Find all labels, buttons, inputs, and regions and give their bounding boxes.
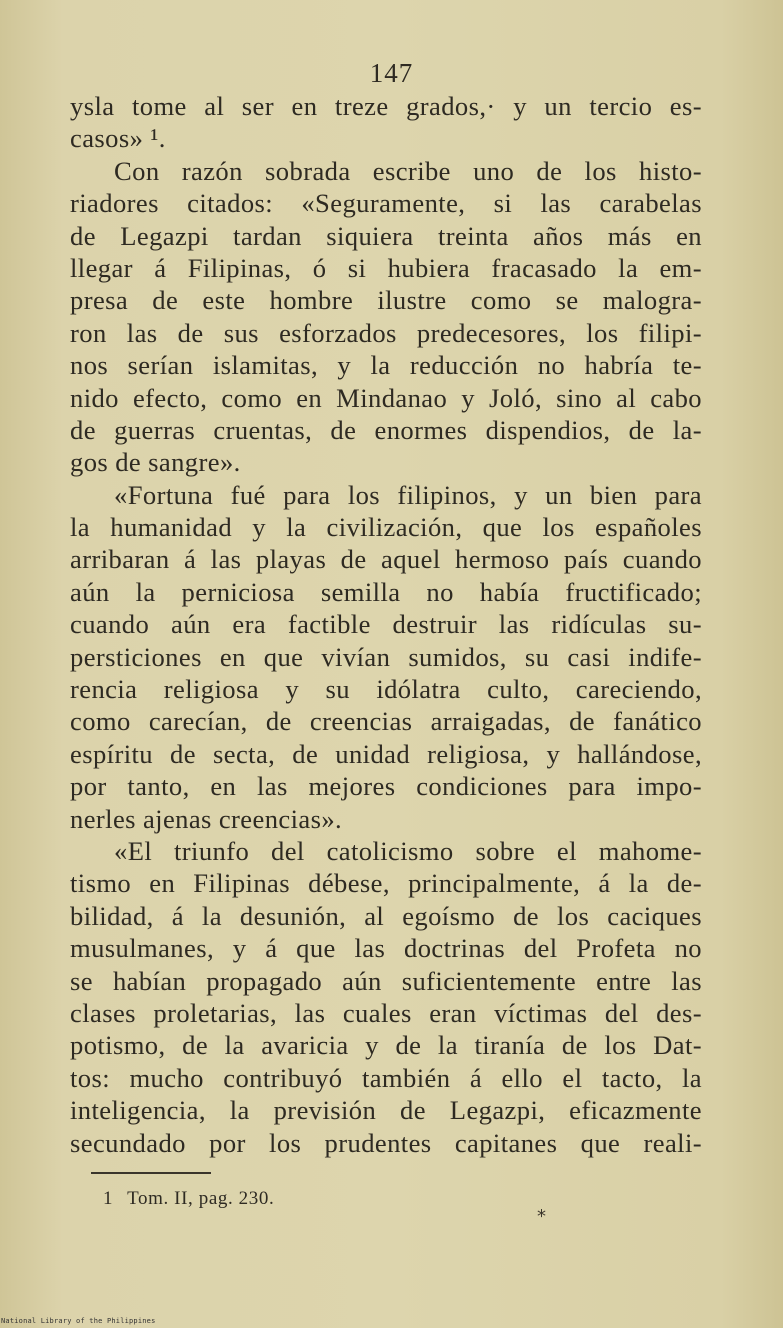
text-line: persticiones en que vivían sumidos, su casi indife- xyxy=(70,641,702,672)
text-line: musulmanes, y á que las doctrinas del Profeta no xyxy=(70,933,702,964)
text-line: «Fortuna fué para los filipinos, y un bien para xyxy=(114,479,702,510)
text-line: por tanto, en las mejores condiciones para impo- xyxy=(70,771,702,802)
text-line: riadores citados: «Seguramente, si las carabelas xyxy=(70,188,702,219)
footnote-rule xyxy=(91,1172,211,1174)
text-line: de Legazpi tardan siquiera treinta años más en xyxy=(70,220,702,251)
text-line: secundado por los prudentes capitanes que reali- xyxy=(70,1127,702,1158)
text-line: la humanidad y la civilización, que los españoles xyxy=(70,512,702,543)
text-line: nos serían islamitas, y la reducción no habría te- xyxy=(70,350,702,381)
body-text xyxy=(70,90,702,1159)
text-line: tos: mucho contribuyó también á ello el tacto, la xyxy=(70,1062,702,1093)
text-line: presa de este hombre ilustre como se malogra- xyxy=(70,285,702,316)
footnote xyxy=(103,1188,274,1210)
text-line: clases proletarias, las cuales eran víctimas del des- xyxy=(70,997,702,1028)
text-line: cuando aún era factible destruir las ridículas su- xyxy=(70,609,702,640)
library-credit: National Library of the Philippines xyxy=(1,1317,156,1325)
text-line: se habían propagado aún suficientemente entre las xyxy=(70,965,702,996)
text-line: llegar á Filipinas, ó si hubiera fracasado la em- xyxy=(70,252,702,283)
text-line: ron las de sus esforzados predecesores, los filipi- xyxy=(70,317,702,348)
text-line: como carecían, de creencias arraigadas, de fanático xyxy=(70,706,702,737)
text-line: nido efecto, como en Mindanao y Joló, sino al cabo xyxy=(70,382,702,413)
text-line: «El triunfo del catolicismo sobre el mahome- xyxy=(114,835,702,866)
text-line: rencia religiosa y su idólatra culto, careciendo, xyxy=(70,674,702,705)
text-line: gos de sangre». xyxy=(70,447,241,478)
text-line: ysla tome al ser en treze grados,· y un tercio es- xyxy=(70,91,702,121)
footnote-text: Tom. II, pag. 230. xyxy=(127,1188,275,1209)
text-line: tismo en Filipinas débese, principalmente, á la de- xyxy=(70,868,702,899)
text-line: Con razón sobrada escribe uno de los histo- xyxy=(114,155,702,186)
text-line: aún la perniciosa semilla no había fructificado; xyxy=(70,576,702,607)
text-line: casos» ¹. xyxy=(70,123,166,154)
text-line: bilidad, á la desunión, al egoísmo de los caciques xyxy=(70,900,702,931)
text-line: arribaran á las playas de aquel hermoso país cuando xyxy=(70,544,702,575)
text-line: espíritu de secta, de unidad religiosa, y hallándose, xyxy=(70,738,702,769)
footnote-number: 1 xyxy=(103,1188,114,1209)
page-number: 147 xyxy=(369,58,414,88)
text-line: de guerras cruentas, de enormes dispendios, de la- xyxy=(70,414,702,445)
asterisk-mark: * xyxy=(537,1206,546,1227)
text-line: nerles ajenas creencias». xyxy=(70,803,343,834)
text-line: potismo, de la avaricia y de la tiranía de los Dat- xyxy=(70,1030,702,1061)
text-line: inteligencia, la previsión de Legazpi, eficazmente xyxy=(70,1095,702,1126)
